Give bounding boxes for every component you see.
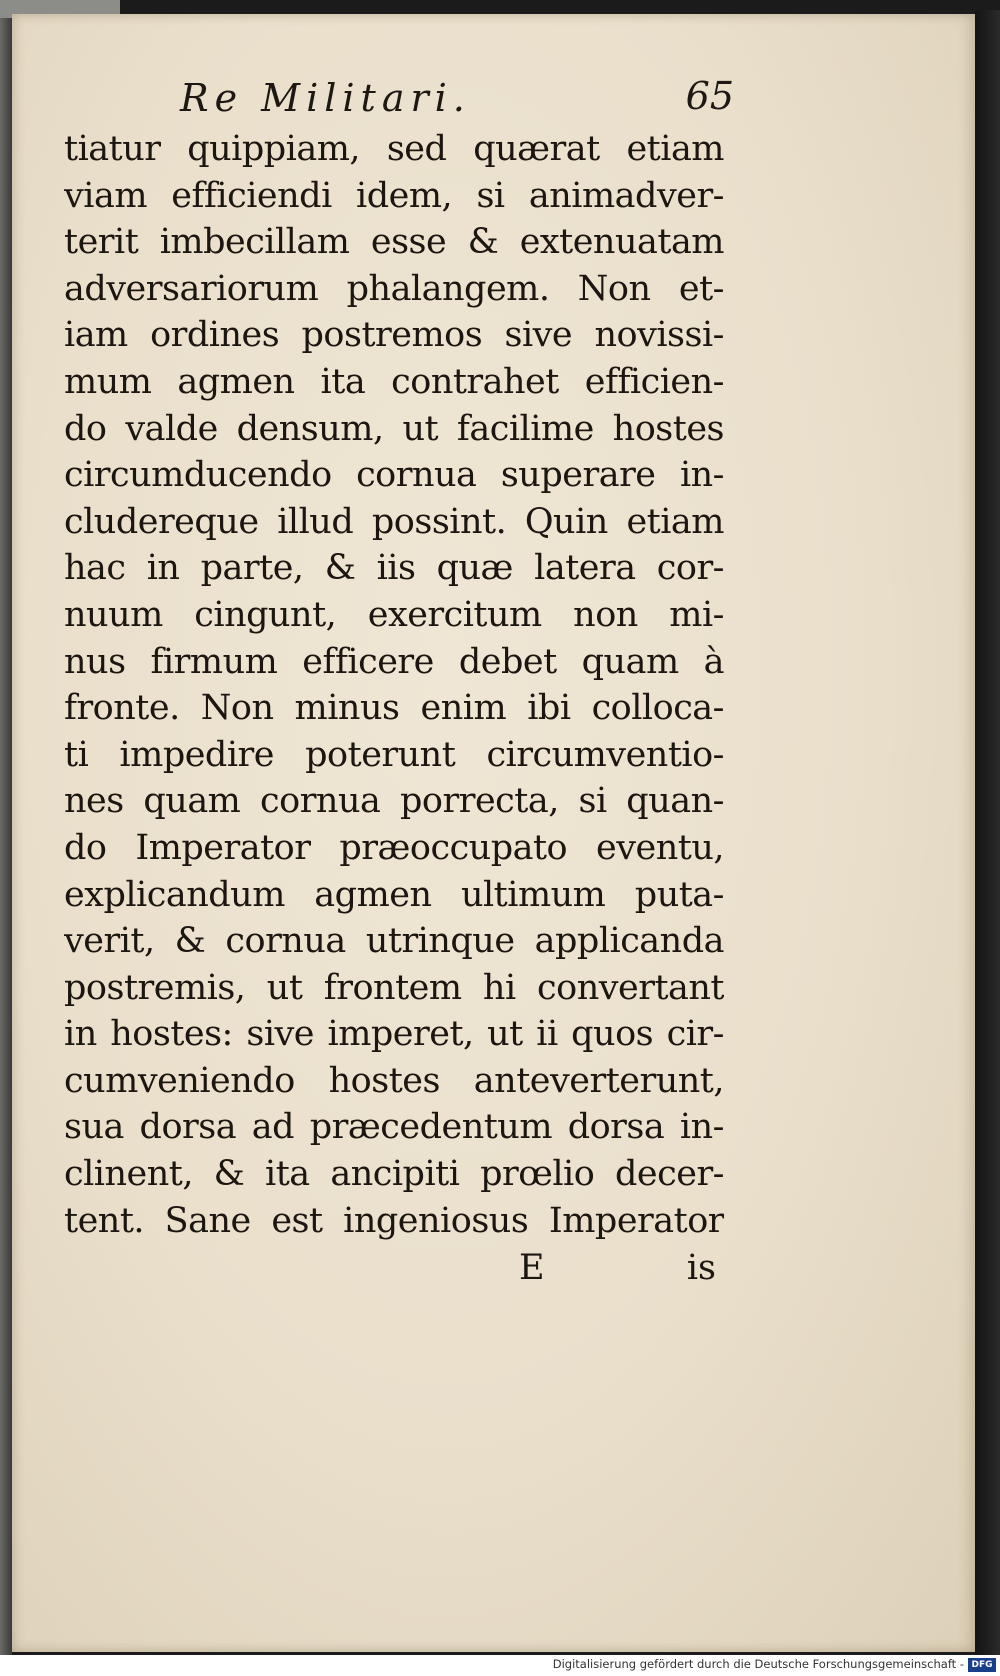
credit-bar [0,1655,1000,1676]
text-line: ti impedire poterunt circumventio- [64,734,724,775]
text-line: mum agmen ita contrahet efficien- [64,361,724,402]
text-line: tent. Sane est ingeniosus Imperator [64,1200,724,1241]
text-line: postremis, ut frontem hi convertant [64,967,724,1008]
text-line: nus firmum efficere debet quam à [64,641,724,682]
text-line: fronte. Non minus enim ibi colloca- [64,688,724,729]
text-line: do valde densum, ut facilime hostes [64,408,724,449]
text-line: explicandum agmen ultimum puta- [64,874,724,915]
text-line: terit imbecillam esse & extenuatam [64,222,724,263]
text-line: verit, & cornua utrinque applicanda [64,921,724,962]
text-line: nes quam cornua porrecta, si quan- [64,781,724,822]
binding-gutter [0,0,12,1655]
text-line: cludereque illud possint. Quin etiam [64,501,724,542]
catchword: is [686,1248,716,1288]
page-number: 65 [685,74,734,118]
text-line: tiatur quippiam, sed quærat etiam [64,129,724,169]
page-header [160,66,740,126]
dfg-logo: DFG [968,1658,996,1672]
text-line: iam ordines postremos sive novissi- [64,315,724,356]
book-edge [975,10,1000,1655]
text-line: clinent, & ita ancipiti prœlio decer- [64,1154,724,1195]
text-line: adversariorum phalangem. Non et- [64,268,724,309]
text-line: circumducendo cornua superare in- [64,455,724,496]
funding-credit: Digitalisierung gefördert durch die Deutsche Forschungsgemeinschaft - [552,1657,964,1671]
text-line: do Imperator præoccupato eventu, [64,827,724,868]
running-title: Re Militari. [180,76,471,120]
text-line: viam efficiendi idem, si animadver- [64,175,724,216]
text-line: cumveniendo hostes anteverterunt, [64,1060,724,1101]
text-line: sua dorsa ad præcedentum dorsa in- [64,1107,724,1148]
text-block [64,126,724,1244]
text-line: hac in parte, & iis quæ latera cor- [64,548,724,589]
text-line: nuum cingunt, exercitum non mi- [64,594,724,635]
page-footer [64,1248,724,1298]
text-line: in hostes: sive imperet, ut ii quos cir- [64,1014,724,1055]
signature-mark: E [519,1248,545,1288]
